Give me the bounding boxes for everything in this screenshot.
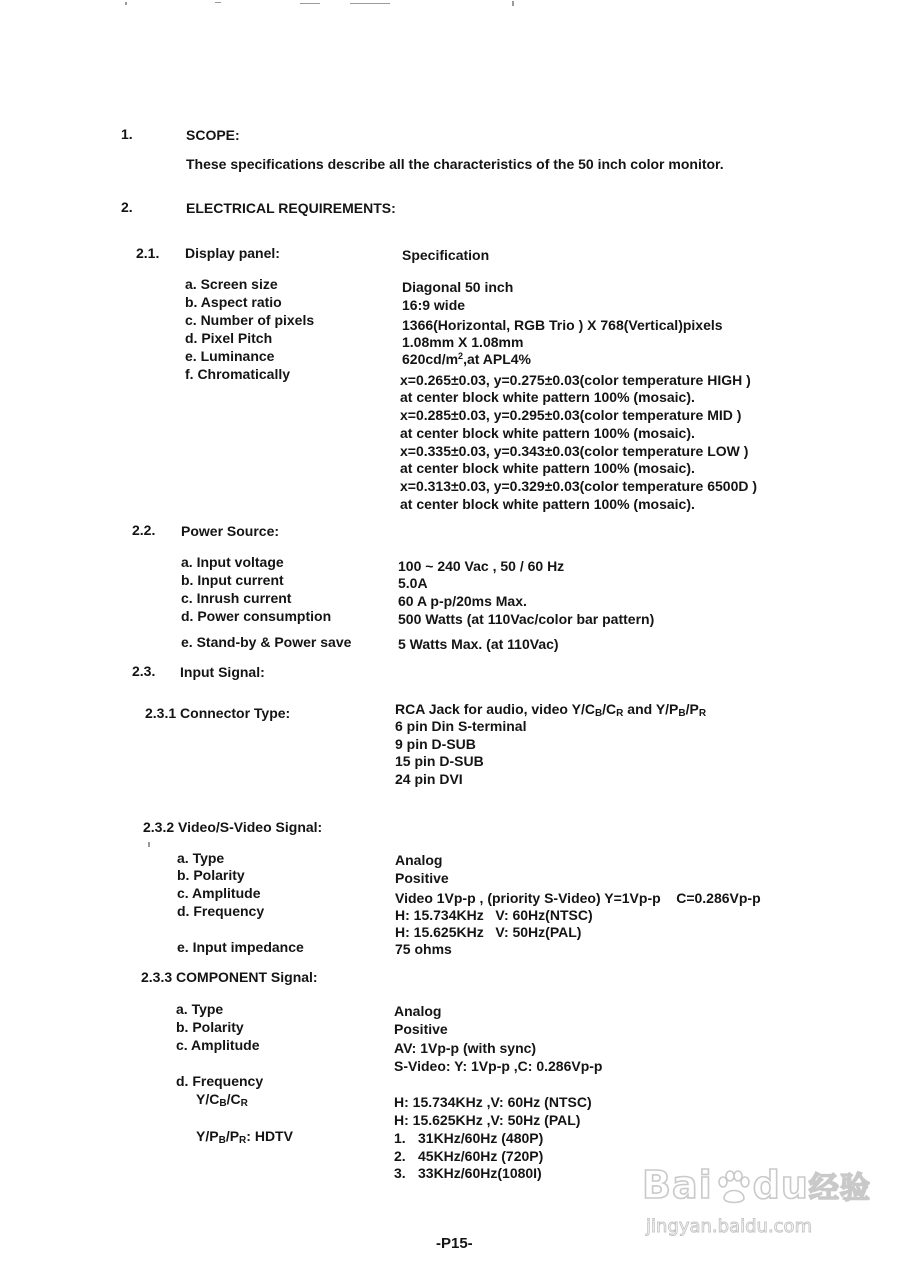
luminance-value: $620cd/m^2,at$ APL4% [402, 351, 532, 367]
hdtv-value: 45KHz/60Hz (720P) [418, 1148, 544, 1164]
power-value: 500 Watts (at 110Vac/color bar pattern) [398, 611, 655, 627]
ycbcr-value: H: 15.734KHz ,V: 60Hz (NTSC) [394, 1094, 592, 1110]
baidu-watermark-url: jingyan.baidu.com [646, 1216, 813, 1237]
scan-speck [350, 3, 390, 4]
section-2-3-2-title: 2.3.2 Video/S-Video Signal: [143, 819, 323, 835]
display-label: b. Aspect ratio [185, 294, 282, 310]
section-2-1-title: Display panel: [185, 245, 280, 261]
section-2-2-number: 2.2. [132, 522, 156, 538]
video-label: e. Input impedance [177, 939, 304, 955]
ycbcr-value: H: 15.625KHz ,V: 50Hz (PAL) [394, 1112, 581, 1128]
connector-line: 24 pin DVI [395, 771, 463, 787]
power-label: c. Inrush current [181, 590, 292, 606]
paw-icon [713, 1168, 753, 1208]
display-label: d. Pixel Pitch [185, 330, 273, 346]
connector-line: 15 pin D-SUB [395, 753, 484, 769]
section-2-number: 2. [121, 199, 133, 215]
video-value: H: 15.625KHz V: 50Hz(PAL) [395, 924, 582, 940]
section-1-number: 1. [121, 126, 133, 142]
chroma-line: x=0.335±0.03, y=0.343±0.03(color temperature LOW ) [400, 443, 749, 459]
display-value: 1366(Horizontal, RGB Trio ) X 768(Vertical)pixels [402, 317, 723, 333]
scan-speck [215, 2, 221, 3]
ycbcr-label: $Y/C_B/C_R$ [196, 1091, 248, 1109]
display-label: a. Screen size [185, 276, 278, 292]
component-value: Analog [394, 1003, 442, 1019]
section-2-title: ELECTRICAL REQUIREMENTS: [186, 200, 396, 216]
component-value: S-Video: Y: 1Vp-p ,C: 0.286Vp-p [394, 1058, 603, 1074]
display-label: e. Luminance [185, 348, 275, 364]
scan-speck [125, 2, 127, 5]
video-value: Video 1Vp-p , (priority S-Video) Y=1Vp-p C=0.286Vp-p [395, 890, 761, 906]
video-value: H: 15.734KHz V: 60Hz(NTSC) [395, 907, 593, 923]
chroma-line: at center block white pattern 100% (mosaic). [400, 425, 695, 441]
section-1-text: These specifications describe all the characteristics of the 50 inch color monitor. [186, 156, 724, 172]
power-label: e. Stand-by & Power save [181, 634, 352, 650]
video-value: Analog [395, 852, 443, 868]
connector-line: 6 pin Din S-terminal [395, 718, 527, 734]
component-label: d. Frequency [176, 1073, 264, 1089]
section-2-1-number: 2.1. [136, 245, 160, 261]
hdtv-value: 31KHz/60Hz (480P) [418, 1130, 544, 1146]
section-2-3-3-title: 2.3.3 COMPONENT Signal: [141, 969, 318, 985]
power-value: 5 Watts Max. (at 110Vac) [398, 636, 559, 652]
section-2-3-number: 2.3. [132, 663, 156, 679]
section-1-title: SCOPE: [186, 127, 240, 143]
power-value: 60 A p-p/20ms Max. [398, 593, 527, 609]
scan-speck [300, 3, 320, 4]
connector-line: 9 pin D-SUB [395, 736, 476, 752]
chroma-line: at center block white pattern 100% (mosaic). [400, 460, 695, 476]
spec-header: Specification [402, 247, 490, 263]
section-2-3-1-title: 2.3.1 Connector Type: [145, 705, 291, 721]
power-value: 100 ~ 240 Vac , 50 / 60 Hz [398, 558, 565, 574]
display-value: 16:9 wide [402, 297, 466, 313]
power-value: 5.0A [398, 575, 428, 591]
hdtv-value: 33KHz/60Hz(1080I) [418, 1165, 542, 1181]
chroma-line: x=0.285±0.03, y=0.295±0.03(color temperature MID ) [400, 407, 742, 423]
power-label: b. Input current [181, 572, 284, 588]
display-value: Diagonal 50 inch [402, 279, 514, 295]
video-label: a. Type [177, 850, 225, 866]
component-value: AV: 1Vp-p (with sync) [394, 1040, 537, 1056]
ypbpr-label: $Y/P_B/P_R$: HDTV [196, 1128, 293, 1146]
display-value: 1.08mm X 1.08mm [402, 334, 524, 350]
connector-rca: RCA Jack for audio, video $Y/C_B/C_R$ and $Y/P_B/P_R$ [395, 701, 707, 719]
display-label: f. Chromatically [185, 366, 291, 382]
baidu-watermark-logo: Bai du经验 [642, 1163, 871, 1207]
component-label: b. Polarity [176, 1019, 244, 1035]
video-value: 75 ohms [395, 941, 452, 957]
component-label: a. Type [176, 1001, 224, 1017]
video-value: Positive [395, 870, 449, 886]
chroma-line: at center block white pattern 100% (mosaic). [400, 389, 695, 405]
section-2-2-title: Power Source: [181, 523, 280, 539]
display-label: c. Number of pixels [185, 312, 315, 328]
power-label: d. Power consumption [181, 608, 332, 624]
video-label: c. Amplitude [177, 885, 261, 901]
chroma-line: x=0.313±0.03, y=0.329±0.03(color temperature 6500D ) [400, 478, 758, 494]
hdtv-num: 2. [394, 1148, 406, 1164]
chroma-line: x=0.265±0.03, y=0.275±0.03(color temperature HIGH ) [400, 372, 751, 388]
scan-speck [512, 1, 514, 6]
page-number: -P15- [436, 1235, 473, 1252]
video-label: b. Polarity [177, 867, 245, 883]
chroma-line: at center block white pattern 100% (mosaic). [400, 496, 695, 512]
video-label: d. Frequency [177, 903, 265, 919]
hdtv-num: 1. [394, 1130, 406, 1146]
power-label: a. Input voltage [181, 554, 284, 570]
component-label: c. Amplitude [176, 1037, 260, 1053]
component-value: Positive [394, 1021, 448, 1037]
hdtv-num: 3. [394, 1165, 406, 1181]
section-2-3-title: Input Signal: [180, 664, 265, 680]
scan-speck [148, 842, 150, 847]
